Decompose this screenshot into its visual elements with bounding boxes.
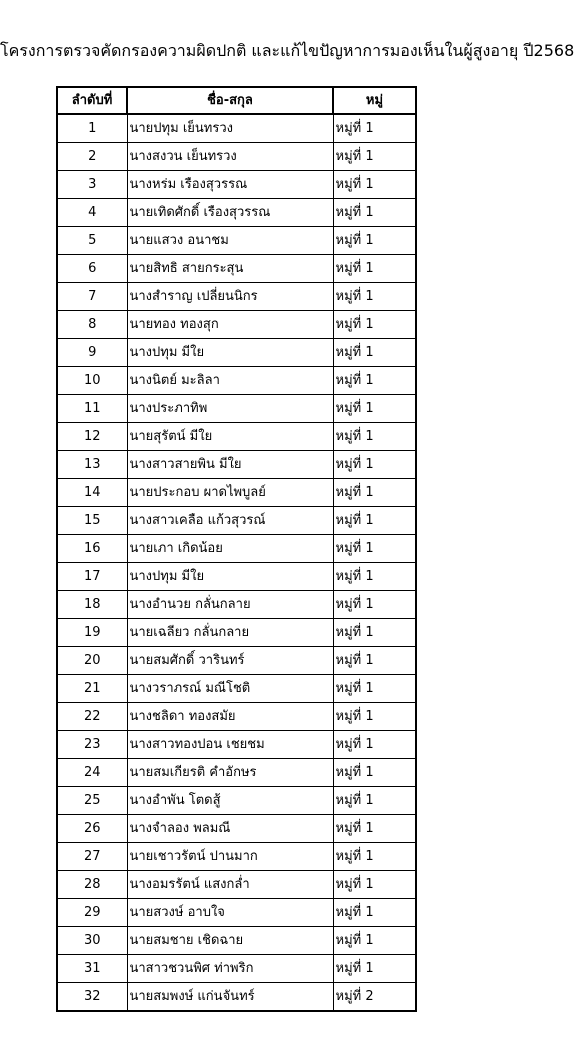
row-number: 9 bbox=[57, 339, 127, 367]
row-number: 20 bbox=[57, 647, 127, 675]
table-row bbox=[57, 283, 416, 311]
row-number: 12 bbox=[57, 423, 127, 451]
row-name: นายสิทธิ สายกระสุน bbox=[127, 255, 333, 283]
row-number: 31 bbox=[57, 955, 127, 983]
row-village: หมู่ที่ 1 bbox=[333, 479, 416, 507]
table-row bbox=[57, 787, 416, 815]
header-name: ชื่อ-สกุล bbox=[127, 87, 333, 114]
row-number: 3 bbox=[57, 171, 127, 199]
row-name: นางชลิดา ทองสมัย bbox=[127, 703, 333, 731]
row-village: หมู่ที่ 1 bbox=[333, 171, 416, 199]
row-name: นางสำราญ เปลี่ยนนิกร bbox=[127, 283, 333, 311]
row-number: 28 bbox=[57, 871, 127, 899]
row-village: หมู่ที่ 1 bbox=[333, 955, 416, 983]
row-name: นางนิตย์ มะลิลา bbox=[127, 367, 333, 395]
row-number: 8 bbox=[57, 311, 127, 339]
row-village: หมู่ที่ 1 bbox=[333, 283, 416, 311]
row-village: หมู่ที่ 1 bbox=[333, 535, 416, 563]
row-name: นางประภาทิพ bbox=[127, 395, 333, 423]
row-name: นางสาวเคลือ แก้วสุวรณ์ bbox=[127, 507, 333, 535]
table-row bbox=[57, 955, 416, 983]
row-name: นาสาวชวนพิศ ท่าพริก bbox=[127, 955, 333, 983]
table-row bbox=[57, 927, 416, 955]
row-village: หมู่ที่ 2 bbox=[333, 983, 416, 1012]
table-row bbox=[57, 423, 416, 451]
row-number: 2 bbox=[57, 143, 127, 171]
row-number: 29 bbox=[57, 899, 127, 927]
row-number: 18 bbox=[57, 591, 127, 619]
row-number: 5 bbox=[57, 227, 127, 255]
row-name: นางปทุม มีใย bbox=[127, 339, 333, 367]
row-village: หมู่ที่ 1 bbox=[333, 675, 416, 703]
row-name: นายปทุม เย็นทรวง bbox=[127, 114, 333, 143]
table-row bbox=[57, 143, 416, 171]
row-village: หมู่ที่ 1 bbox=[333, 815, 416, 843]
table-row bbox=[57, 479, 416, 507]
table-row bbox=[57, 815, 416, 843]
row-number: 27 bbox=[57, 843, 127, 871]
row-village: หมู่ที่ 1 bbox=[333, 703, 416, 731]
table-row bbox=[57, 367, 416, 395]
table-body bbox=[57, 114, 416, 1011]
row-name: นายทอง ทองสุก bbox=[127, 311, 333, 339]
table-row bbox=[57, 647, 416, 675]
table-row bbox=[57, 395, 416, 423]
row-name: นายสุรัตน์ มีใย bbox=[127, 423, 333, 451]
row-number: 17 bbox=[57, 563, 127, 591]
row-name: นางหร่ม เรืองสุวรรณ bbox=[127, 171, 333, 199]
row-village: หมู่ที่ 1 bbox=[333, 339, 416, 367]
row-name: นางสงวน เย็นทรวง bbox=[127, 143, 333, 171]
table-row bbox=[57, 563, 416, 591]
table-row bbox=[57, 114, 416, 143]
row-village: หมู่ที่ 1 bbox=[333, 619, 416, 647]
participant-table bbox=[56, 86, 417, 1012]
table-row bbox=[57, 507, 416, 535]
row-number: 1 bbox=[57, 114, 127, 143]
row-name: นางอำพัน โตดสู้ bbox=[127, 787, 333, 815]
header-village: หมู่ bbox=[333, 87, 416, 114]
row-number: 15 bbox=[57, 507, 127, 535]
table-row bbox=[57, 843, 416, 871]
row-name: นายสวงษ์ อาบใจ bbox=[127, 899, 333, 927]
row-village: หมู่ที่ 1 bbox=[333, 927, 416, 955]
row-village: หมู่ที่ 1 bbox=[333, 759, 416, 787]
row-village: หมู่ที่ 1 bbox=[333, 899, 416, 927]
header-number: ลำดับที่ bbox=[57, 87, 127, 114]
row-village: หมู่ที่ 1 bbox=[333, 114, 416, 143]
row-name: นายสมเกียรติ คำอักษร bbox=[127, 759, 333, 787]
row-name: นางสาวทองปอน เชยชม bbox=[127, 731, 333, 759]
row-village: หมู่ที่ 1 bbox=[333, 647, 416, 675]
row-name: นายประกอบ ผาดไพบูลย์ bbox=[127, 479, 333, 507]
table-row bbox=[57, 899, 416, 927]
row-name: นางสาวสายพิน มีใย bbox=[127, 451, 333, 479]
table-row bbox=[57, 703, 416, 731]
row-village: หมู่ที่ 1 bbox=[333, 871, 416, 899]
row-village: หมู่ที่ 1 bbox=[333, 451, 416, 479]
row-number: 23 bbox=[57, 731, 127, 759]
row-village: หมู่ที่ 1 bbox=[333, 507, 416, 535]
table-row bbox=[57, 871, 416, 899]
row-number: 21 bbox=[57, 675, 127, 703]
row-number: 6 bbox=[57, 255, 127, 283]
row-name: นายแสวง อนาชม bbox=[127, 227, 333, 255]
row-number: 19 bbox=[57, 619, 127, 647]
row-number: 7 bbox=[57, 283, 127, 311]
row-number: 13 bbox=[57, 451, 127, 479]
row-number: 22 bbox=[57, 703, 127, 731]
table-row bbox=[57, 199, 416, 227]
row-name: นายเฉลียว กลั่นกลาย bbox=[127, 619, 333, 647]
row-name: นายเทิดศักดิ์ เรืองสุวรรณ bbox=[127, 199, 333, 227]
table-row bbox=[57, 451, 416, 479]
row-name: นางอำนวย กลั่นกลาย bbox=[127, 591, 333, 619]
row-number: 16 bbox=[57, 535, 127, 563]
table-row bbox=[57, 255, 416, 283]
table-row bbox=[57, 339, 416, 367]
row-village: หมู่ที่ 1 bbox=[333, 395, 416, 423]
row-name: นายเภา เกิดน้อย bbox=[127, 535, 333, 563]
row-village: หมู่ที่ 1 bbox=[333, 787, 416, 815]
row-number: 4 bbox=[57, 199, 127, 227]
table-row bbox=[57, 983, 416, 1012]
row-number: 32 bbox=[57, 983, 127, 1012]
row-number: 10 bbox=[57, 367, 127, 395]
row-village: หมู่ที่ 1 bbox=[333, 731, 416, 759]
table-row bbox=[57, 311, 416, 339]
row-name: นายสมศักดิ์ วารินทร์ bbox=[127, 647, 333, 675]
row-number: 14 bbox=[57, 479, 127, 507]
table-row bbox=[57, 675, 416, 703]
row-village: หมู่ที่ 1 bbox=[333, 591, 416, 619]
table-row bbox=[57, 619, 416, 647]
row-village: หมู่ที่ 1 bbox=[333, 311, 416, 339]
table-row bbox=[57, 227, 416, 255]
row-village: หมู่ที่ 1 bbox=[333, 227, 416, 255]
row-name: นางอมรรัตน์ แสงกล่ำ bbox=[127, 871, 333, 899]
table-row bbox=[57, 759, 416, 787]
row-name: นางวราภรณ์ มณีโชติ bbox=[127, 675, 333, 703]
table-row bbox=[57, 535, 416, 563]
row-village: หมู่ที่ 1 bbox=[333, 843, 416, 871]
document-title: โครงการตรวจคัดกรองความผิดปกติ และแก้ไขปัญหาการมองเห็นในผู้สูงอายุ ปี2568 bbox=[0, 41, 574, 60]
table-row bbox=[57, 171, 416, 199]
row-village: หมู่ที่ 1 bbox=[333, 255, 416, 283]
row-number: 26 bbox=[57, 815, 127, 843]
row-number: 25 bbox=[57, 787, 127, 815]
row-name: นายสมชาย เชิดฉาย bbox=[127, 927, 333, 955]
row-name: นางปทุม มีใย bbox=[127, 563, 333, 591]
row-village: หมู่ที่ 1 bbox=[333, 423, 416, 451]
row-village: หมู่ที่ 1 bbox=[333, 143, 416, 171]
row-number: 24 bbox=[57, 759, 127, 787]
row-name: นายเชาวรัตน์ ปานมาก bbox=[127, 843, 333, 871]
row-name: นายสมพงษ์ แก่นจันทร์ bbox=[127, 983, 333, 1012]
row-village: หมู่ที่ 1 bbox=[333, 199, 416, 227]
row-number: 11 bbox=[57, 395, 127, 423]
row-number: 30 bbox=[57, 927, 127, 955]
table-row bbox=[57, 591, 416, 619]
table-row bbox=[57, 731, 416, 759]
table-header-row bbox=[57, 87, 416, 114]
row-village: หมู่ที่ 1 bbox=[333, 563, 416, 591]
row-village: หมู่ที่ 1 bbox=[333, 367, 416, 395]
row-name: นางจำลอง พลมณี bbox=[127, 815, 333, 843]
